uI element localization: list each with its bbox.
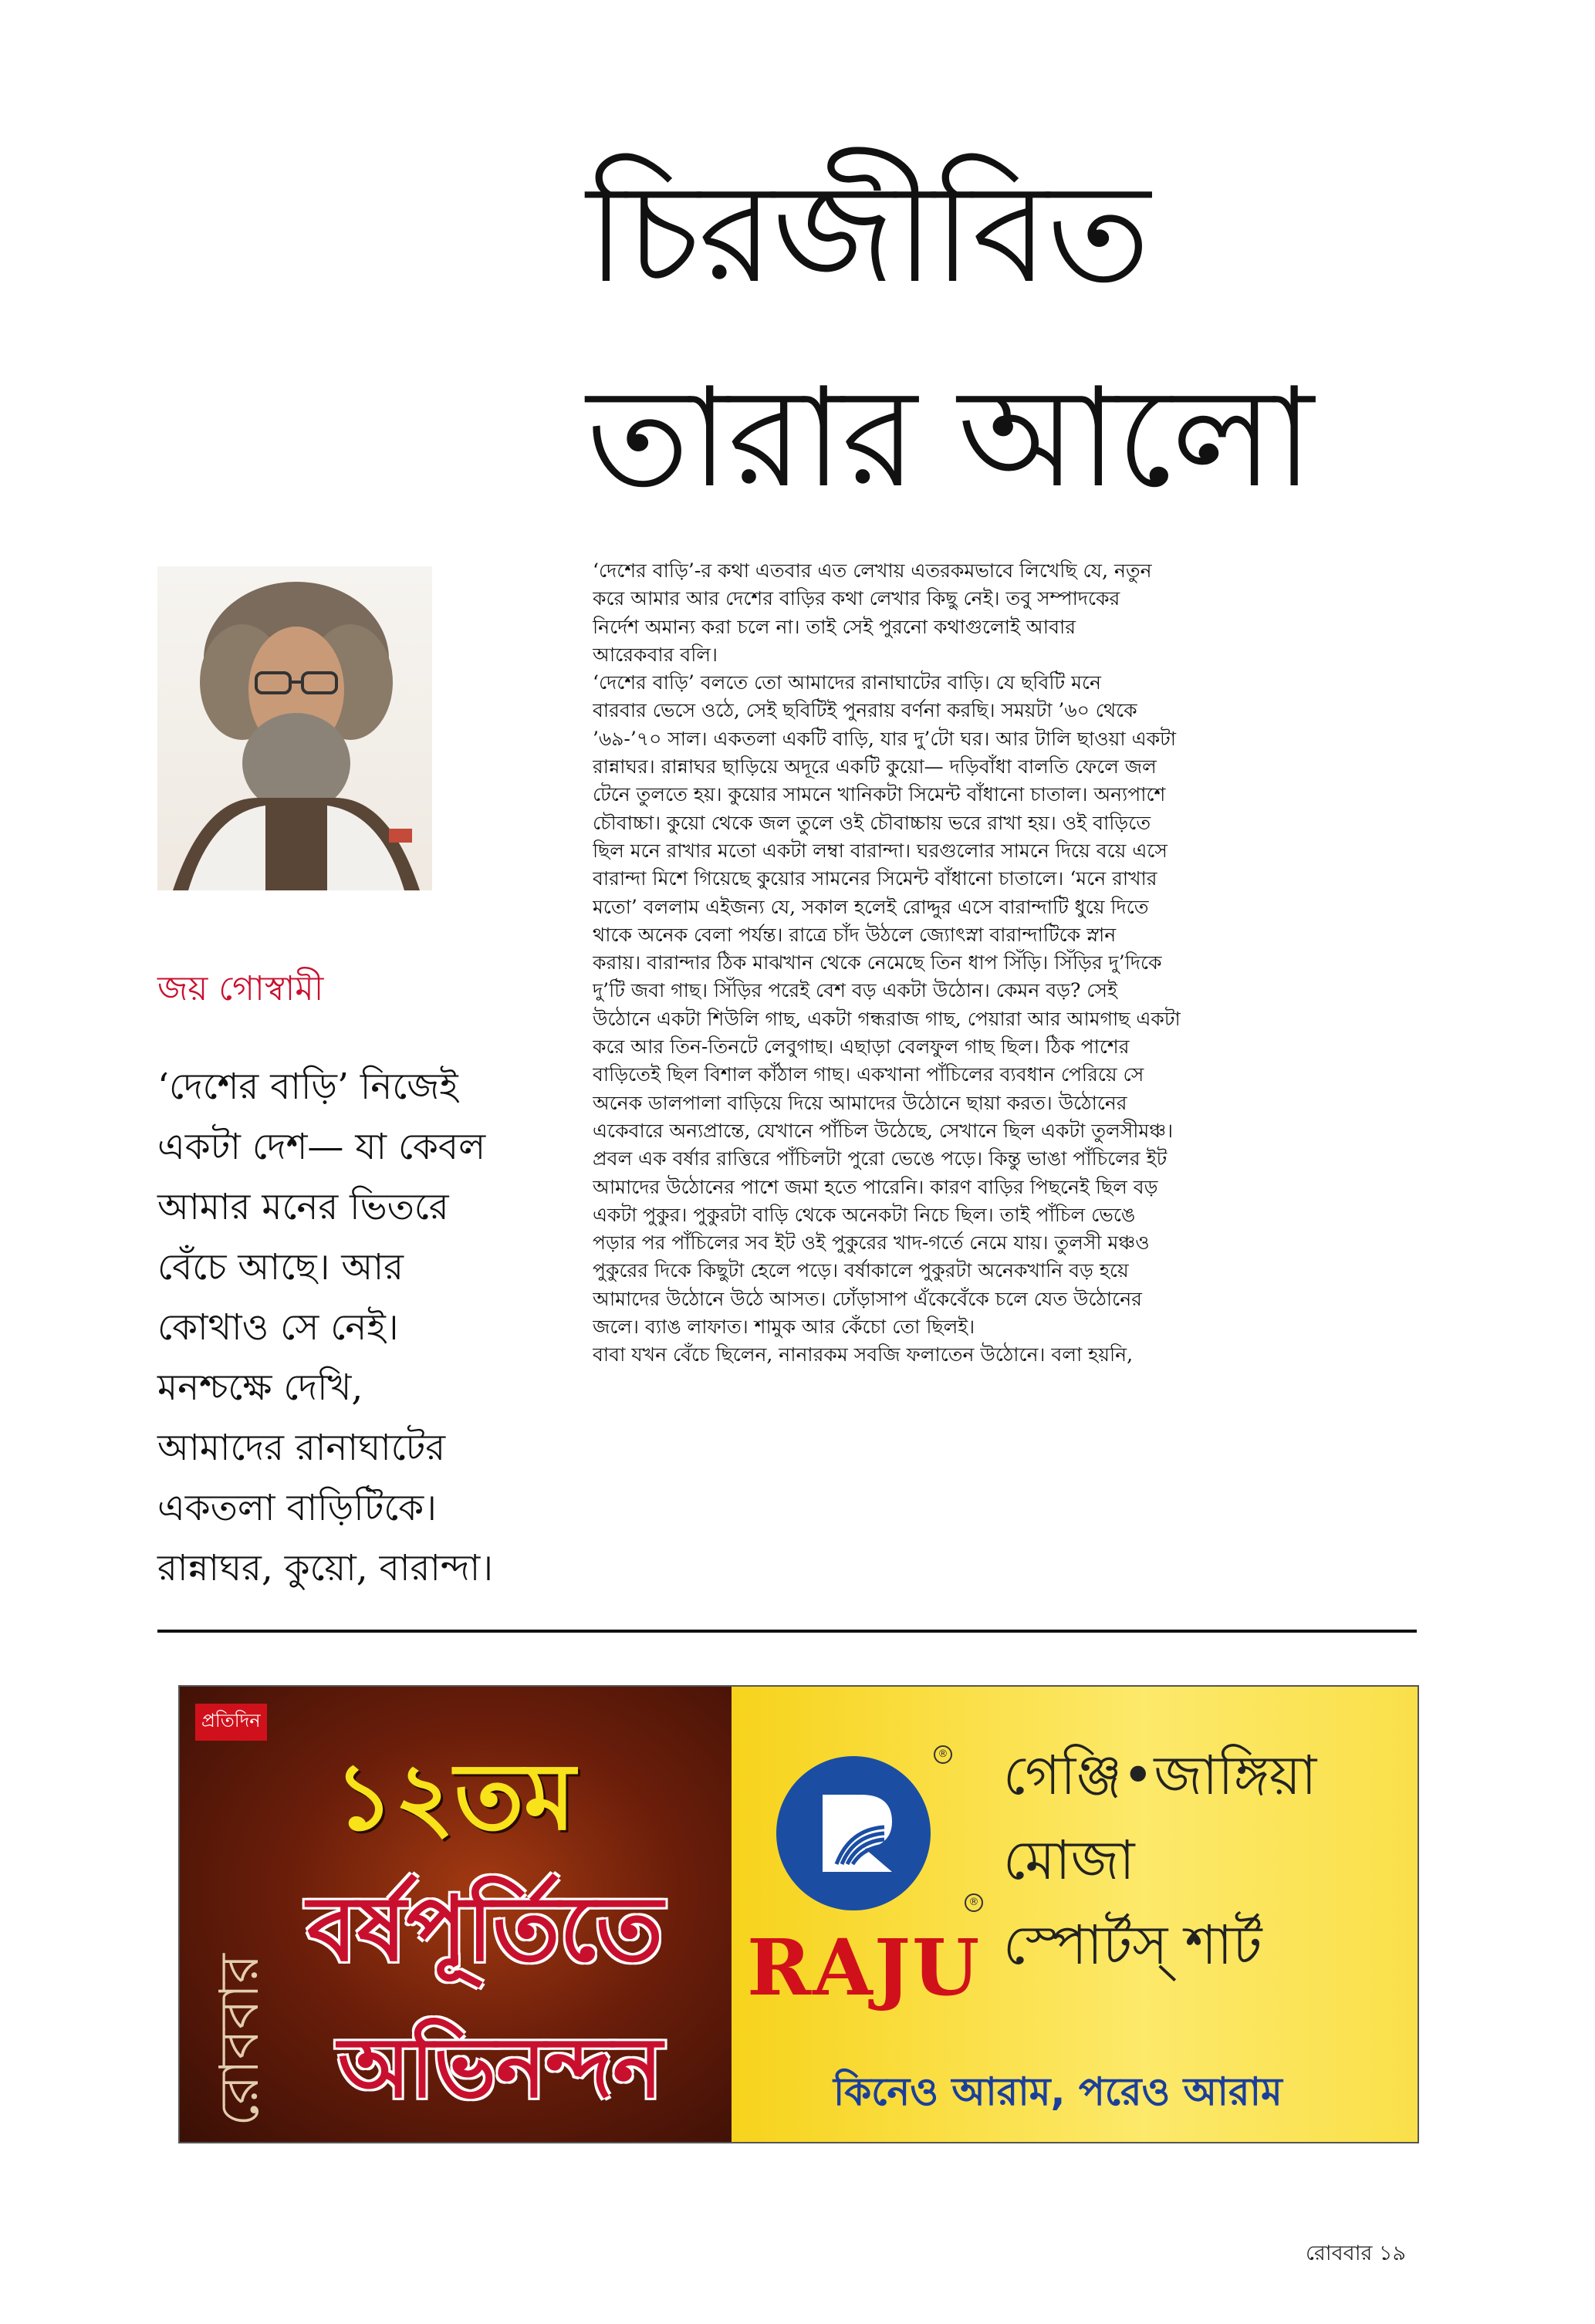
pull-quote-line: ‘দেশের বাড়ি’ নিজেই [157,1066,458,1108]
body-line: অনেক ডালপালা বাড়িয়ে দিয়ে আমাদের উঠোনে ছায়া করত। উঠোনের [593,1091,1127,1114]
body-line: উঠোনে একটা শিউলি গাছ, একটা গন্ধরাজ গাছ, পেয়ারা আর আমগাছ একটা [593,1007,1181,1030]
pratidin-logo: প্রতিদিন [195,1704,267,1741]
body-line: পড়ার পর পাঁচিলের সব ইট ওই পুকুরের খাদ-গর্তে নেমে যায়। তুলসী মঞ্চও [593,1231,1150,1255]
robibar-masthead: রোববার [208,1954,271,2126]
raju-brand-name: RAJU [747,1922,982,2013]
body-line: করে আমার আর দেশের বাড়ির কথা লেখার কিছু নেই। তবু সম্পাদকের [593,587,1120,610]
section-divider [157,1630,1417,1633]
ad-raju-panel [732,1687,1418,2142]
pull-quote-line: একটা দেশ— যা কেবল [157,1126,486,1168]
registered-mark-icon: ® [934,1745,952,1764]
article-title [586,131,1512,540]
body-line: আমাদের উঠোনের পাশে জমা হতে পারেনি। কারণ বাড়ির পিছনেই ছিল বড় [593,1175,1158,1198]
body-line: বারবার ভেসে ওঠে, সেই ছবিটিই পুনরায় বর্ণনা করছি। সময়টা ’৬০ থেকে [593,699,1137,722]
body-line: মতো’ বললাম এইজন্য যে, সকাল হলেই রোদ্দুর এসে বারান্দাটি ধুয়ে দিতে [593,895,1149,918]
ad-anniversary-panel [180,1687,732,2142]
body-line: বাবা যখন বেঁচে ছিলেন, নানারকম সবজি ফলাতেন উঠোনে। বলা হয়নি, [593,1343,1134,1366]
pull-quote-line: আমাদের রানাঘাটের [157,1427,446,1469]
pull-quote-line: মনশ্চক্ষে দেখি, [157,1366,363,1409]
pull-quote-line: রান্নাঘর, কুয়ো, বারান্দা। [157,1547,494,1589]
pull-quote [157,1057,559,1599]
body-line: দু’টি জবা গাছ। সিঁড়ির পরেই বেশ বড় একটা উঠোন। কেমন বড়? সেই [593,979,1117,1002]
body-line: করে আর তিন-তিনটে লেবুগাছ। এছাড়া বেলফুল গাছ ছিল। ঠিক পাশের [593,1035,1130,1059]
ad-slogan: কিনেও আরাম, পরেও আরাম [833,2069,1282,2114]
ad-headline-line-3: অভিনন্দন [338,2020,663,2116]
ad-product-list [1003,1733,1316,1988]
pull-quote-line: আমার মনের ভিতরে [157,1186,449,1228]
pull-quote-line: কোথাও সে নেই। [157,1306,399,1349]
ad-product-item: গেঞ্জি•জাঙ্গিয়া [1003,1744,1317,1807]
body-line: থাকে অনেক বেলা পর্যন্ত। রাত্রে চাঁদ উঠলে জ্যোৎস্না বারান্দাটিকে স্নান [593,923,1117,946]
body-line: ’৬৯-’৭০ সাল। একতলা একটি বাড়ি, যার দু’টো ঘর। আর টালি ছাওয়া একটা [593,727,1176,750]
body-line: ছিল মনে রাখার মতো একটা লম্বা বারান্দা। ঘরগুলোর সামনে দিয়ে বয়ে এসে [593,839,1168,862]
pull-quote-line: বেঁচে আছে। আর [157,1246,404,1289]
body-line: বাড়িতেই ছিল বিশাল কাঁঠাল গাছ। একখানা পাঁচিলের ব্যবধান পেরিয়ে সে [593,1063,1144,1086]
body-line: আমাদের উঠোনে উঠে আসত। ঢোঁড়াসাপ এঁকেবেঁকে চলে যেত উঠোনের [593,1287,1142,1310]
body-line: চৌবাচ্চা। কুয়ো থেকে জল তুলে ওই চৌবাচ্চায় ভরে রাখা হয়। ওই বাড়িতে [593,811,1151,834]
body-line: করায়। বারান্দার ঠিক মাঝখান থেকে নেমেছে তিন ধাপ সিঁড়ি। সিঁড়ির দু’দিকে [593,951,1162,975]
body-line: জলে। ব্যাঙ লাফাত। শামুক আর কেঁচো তো ছিলই। [593,1316,975,1339]
body-line: বারান্দা মিশে গিয়েছে কুয়োর সামনের সিমেন্ট বাঁধানো চাতালে। ‘মনে রাখার [593,867,1157,890]
body-line: রান্নাঘর। রান্নাঘর ছাড়িয়ে অদূরে একটি কুয়ো— দড়িবাঁধা বালতি ফেলে জল [593,755,1157,779]
registered-mark-icon: ® [965,1893,983,1912]
author-portrait-image [157,566,432,890]
pull-quote-line: একতলা বাড়িটিকে। [157,1487,437,1529]
body-line: টেনে তুলতে হয়। কুয়োর সামনে খানিকটা সিমেন্ট বাঁধানো চাতাল। অন্যপাশে [593,783,1166,806]
body-line: প্রবল এক বর্ষার রাত্তিরে পাঁচিলটা পুরো ভেঙে পড়ে। কিন্তু ভাঙা পাঁচিলের ইট [593,1147,1168,1170]
body-line: নির্দেশ অমান্য করা চলে না। তাই সেই পুরনো কথাগুলোই আবার [593,615,1076,638]
body-line: ‘দেশের বাড়ি’-র কথা এতবার এত লেখায় এতরকমভাবে লিখেছি যে, নতুন [593,559,1152,582]
body-line: ‘দেশের বাড়ি’ বলতে তো আমাদের রানাঘাটের বাড়ি। যে ছবিটি মনে [593,671,1101,694]
title-line-2: তারার আলো [586,358,1313,518]
advertisement-banner [178,1685,1419,2143]
author-name: জয় গোস্বামী [157,969,324,1008]
ad-headline-line-1: ১২তম [334,1744,576,1851]
title-line-1: চিরজীবিত [586,154,1149,313]
body-line: একেবারে অন্যপ্রান্তে, যেখানে পাঁচিল উঠেছে, সেখানে ছিল একটা তুলসীমঞ্চ। [593,1119,1174,1142]
page-folio: রোববার ১৯ [1306,2241,1406,2265]
ad-headline-line-2: বর্ষপূর্তিতে [307,1877,664,1981]
body-line: পুকুরের দিকে কিছুটা হেলে পড়ে। বর্ষাকালে পুকুরটা অনেকখানি বড় হয়ে [593,1259,1129,1282]
author-photo [157,566,432,890]
ad-product-item: স্পোর্টস্ শার্ট [1003,1914,1262,1977]
ad-product-item: মোজা [1003,1829,1135,1892]
body-line: একটা পুকুর। পুকুরটা বাড়ি থেকে অনেকটা নিচে ছিল। তাই পাঁচিল ভেঙে [593,1203,1136,1226]
raju-logo-icon [776,1756,931,1910]
body-line: আরেকবার বলি। [593,643,718,666]
article-body [593,557,1374,1370]
